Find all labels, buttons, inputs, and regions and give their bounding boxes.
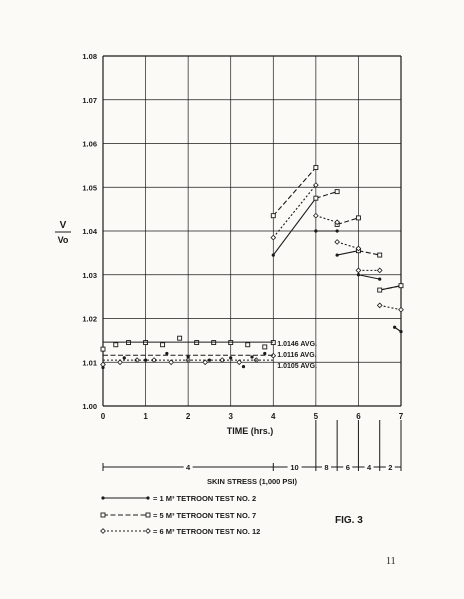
data-point [399,284,403,288]
legend-marker [101,529,106,534]
data-point [314,196,318,200]
stress-label: 2 [388,463,393,472]
y-tick-label: 1.04 [82,227,97,236]
legend-label: = 5 M³ TETROON TEST NO. 7 [153,511,257,520]
x-tick-label: 2 [185,412,191,421]
stress-label: 4 [186,463,191,472]
series-segment [273,168,316,216]
y-tick-label: 1.02 [82,314,97,324]
data-point [335,190,339,194]
x-tick-label: 3 [228,412,233,421]
data-point [101,347,105,351]
series-segment [358,251,379,255]
series-segment [337,218,358,225]
data-point [161,343,165,347]
stress-label: 10 [290,463,299,472]
series-segment [316,192,337,199]
data-point [399,330,402,333]
data-point [165,352,168,355]
data-point [263,352,266,355]
y-tick-label: 1.06 [82,139,97,149]
data-point [242,365,245,368]
series-layer [101,166,404,370]
y-axis-label [55,220,71,245]
data-point [114,343,118,347]
data-point [378,253,382,257]
stress-label: 6 [345,463,350,472]
legend-label: = 6 M³ TETROON TEST NO. 12 [153,527,261,536]
stress-label: 4 [366,463,372,472]
data-point [377,303,382,308]
average-label: 1.0105 AVG. [277,363,317,371]
data-point [335,240,340,245]
y-axis-label-denominator: Vo [57,235,69,245]
data-point [169,360,174,365]
data-point [272,253,275,256]
x-axis-label: TIME (hrs.) [226,426,274,436]
legend-label: = 1 M³ TETROON TEST NO. 2 [153,494,257,503]
legend [101,494,261,536]
data-point [336,229,339,232]
data-point [378,288,382,292]
data-point [237,360,242,365]
x-tick-label: 6 [356,412,361,421]
legend-marker [146,496,149,499]
x-tick-label: 7 [398,412,404,421]
data-point [178,336,182,340]
legend-marker [146,529,151,534]
series-2 [101,166,403,352]
average-label: 1.0116 AVG. [277,352,317,360]
y-tick-label: 1.08 [82,52,97,61]
series-segment [380,305,401,309]
y-axis-label-numerator: V [59,220,67,231]
legend-marker [146,513,150,517]
stress-label: 8 [324,463,329,472]
legend-marker [101,496,104,499]
data-point [377,268,382,273]
data-point [336,253,339,256]
data-point [271,235,276,240]
series-segment [273,198,316,255]
x-tick-label: 0 [100,412,106,421]
x-tick-label: 1 [143,412,148,421]
y-tick-label: 1.07 [82,95,97,105]
data-point [123,356,126,359]
figure-label: FIG. 3 [335,515,363,526]
data-point [399,307,404,312]
y-tick-label: 1.05 [82,183,97,193]
data-point [393,326,396,329]
data-point [356,268,361,273]
page-number: 11 [386,556,396,567]
data-point [246,343,250,347]
series-segment [337,242,358,249]
data-point [314,166,318,170]
plot-grid [103,56,401,406]
y-tick-label: 1.00 [82,402,97,411]
data-point [263,345,267,349]
data-point [378,278,381,281]
data-point [101,362,106,367]
data-point [356,216,360,220]
data-point [314,213,319,218]
x-tick-label: 4 [271,412,276,421]
y-tick-label: 1.01 [82,358,97,368]
series-segment [273,185,316,238]
y-tick-label: 1.03 [82,270,97,280]
data-point [118,360,123,365]
stress-axis-label: SKIN STRESS (1,000 PSI) [206,477,298,486]
average-label: 1.0146 AVG. [277,341,317,349]
legend-marker [101,513,105,517]
series-segment [358,275,379,279]
data-point [250,355,253,358]
series-segment [316,216,337,223]
data-point [314,229,317,232]
data-point [271,214,275,218]
average-labels [103,341,317,370]
data-point [229,356,232,359]
series-segment [337,251,358,255]
data-point [203,360,208,365]
data-point [357,273,360,276]
x-tick-label: 5 [313,412,319,421]
series-segment [380,286,401,290]
